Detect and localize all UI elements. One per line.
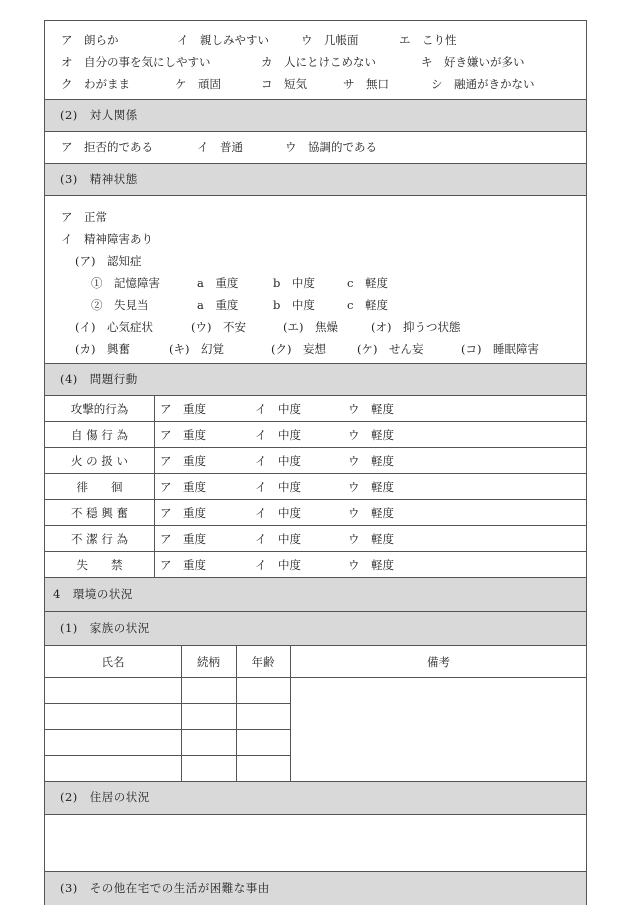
severity-mild[interactable]: ウ 軽度 (348, 505, 394, 520)
disorientation-severe[interactable]: a 重度 (197, 298, 239, 312)
option-mental-normal[interactable]: ア 正常 (61, 210, 107, 224)
option-cooperative[interactable]: ウ 協調的である (285, 140, 377, 154)
problem-row-fire (45, 447, 586, 473)
assessment-form (44, 20, 587, 905)
severity-severe[interactable]: ア 重度 (160, 427, 206, 442)
mental-section (45, 195, 586, 363)
family-heading: (1) 家族の状況 (45, 611, 586, 645)
family-name-cell[interactable] (45, 704, 181, 729)
severity-severe[interactable]: ア 重度 (160, 531, 206, 546)
option-self-conscious[interactable]: オ 自分の事を気にしやすい (61, 55, 211, 69)
problem-label: 攻撃的行為 (45, 396, 155, 421)
family-table (45, 645, 586, 781)
problem-row-restless (45, 499, 586, 525)
severity-moderate[interactable]: イ 中度 (255, 453, 301, 468)
option-anxiety[interactable]: (ウ) 不安 (191, 320, 246, 334)
severity-moderate[interactable]: イ 中度 (255, 505, 301, 520)
severity-moderate[interactable]: イ 中度 (255, 531, 301, 546)
disorientation-moderate[interactable]: b 中度 (273, 298, 315, 312)
column-relation: 続柄 (197, 654, 220, 669)
option-inflexible[interactable]: シ 融通がきかない (431, 77, 535, 91)
option-excitement[interactable]: (カ) 興奮 (75, 342, 130, 356)
option-picky[interactable]: キ 好き嫌いが多い (421, 55, 525, 69)
relations-heading: (2) 対人関係 (45, 99, 586, 131)
option-taciturn[interactable]: サ 無口 (343, 77, 389, 91)
disorientation-mild[interactable]: c 軽度 (347, 298, 388, 312)
option-hallucination[interactable]: (キ) 幻覚 (169, 342, 224, 356)
option-normal[interactable]: イ 普通 (197, 140, 243, 154)
severity-severe[interactable]: ア 重度 (160, 505, 206, 520)
column-remarks: 備考 (427, 654, 450, 669)
option-delusion[interactable]: (ク) 妄想 (271, 342, 326, 356)
option-obsessive[interactable]: エ こり性 (399, 33, 457, 47)
option-agitation[interactable]: (エ) 焦燥 (283, 320, 338, 334)
severity-severe[interactable]: ア 重度 (160, 557, 206, 572)
problem-label: 不 穏 興 奮 (45, 500, 155, 525)
problem-heading: (4) 問題行動 (45, 363, 586, 395)
column-age: 年齢 (251, 654, 275, 669)
disorientation-label: ② 失見当 (91, 298, 149, 312)
housing-field[interactable] (45, 814, 586, 871)
family-remarks-cell[interactable] (291, 678, 587, 782)
option-unsociable[interactable]: カ 人にとけこめない (261, 55, 376, 69)
severity-moderate[interactable]: イ 中度 (255, 557, 301, 572)
column-name: 氏名 (101, 654, 125, 669)
problem-row-unclean (45, 525, 586, 551)
severity-mild[interactable]: ウ 軽度 (348, 427, 394, 442)
problem-row-self-harm (45, 421, 586, 447)
severity-moderate[interactable]: イ 中度 (255, 427, 301, 442)
other-reasons-heading: (3) その他在宅での生活が困難な事由 (45, 871, 586, 905)
environment-heading: 4 環境の状況 (45, 577, 586, 611)
memory-moderate[interactable]: b 中度 (273, 276, 315, 290)
option-short-tempered[interactable]: コ 短気 (261, 77, 307, 91)
mental-heading: (3) 精神状態 (45, 163, 586, 195)
memory-mild[interactable]: c 軽度 (347, 276, 388, 290)
family-name-cell[interactable] (45, 678, 181, 703)
severity-mild[interactable]: ウ 軽度 (348, 531, 394, 546)
severity-moderate[interactable]: イ 中度 (255, 479, 301, 494)
memory-severe[interactable]: a 重度 (197, 276, 239, 290)
problem-label: 徘 徊 (45, 474, 155, 499)
problem-row-incontinence (45, 551, 586, 577)
option-rejecting[interactable]: ア 拒否的である (61, 140, 153, 154)
relations-options (45, 131, 586, 163)
severity-severe[interactable]: ア 重度 (160, 401, 206, 416)
problem-label: 不 潔 行 為 (45, 526, 155, 551)
housing-heading: (2) 住居の状況 (45, 781, 586, 814)
option-mental-disorder[interactable]: イ 精神障害あり (61, 232, 153, 246)
problem-label: 火 の 扱 い (45, 448, 155, 473)
memory-impairment-label: ① 記憶障害 (91, 276, 160, 290)
option-meticulous[interactable]: ウ 几帳面 (301, 33, 359, 47)
severity-moderate[interactable]: イ 中度 (255, 401, 301, 416)
problem-row-wandering (45, 473, 586, 499)
option-selfish[interactable]: ク わがまま (61, 77, 130, 91)
personality-section (45, 21, 586, 99)
problem-label: 失 禁 (45, 552, 155, 577)
severity-severe[interactable]: ア 重度 (160, 453, 206, 468)
problem-label: 自 傷 行 為 (45, 422, 155, 447)
severity-mild[interactable]: ウ 軽度 (348, 557, 394, 572)
severity-mild[interactable]: ウ 軽度 (348, 401, 394, 416)
severity-mild[interactable]: ウ 軽度 (348, 453, 394, 468)
problem-row-aggression (45, 395, 586, 421)
option-dementia[interactable]: (ア) 認知症 (75, 254, 142, 268)
option-hypochondria[interactable]: (イ) 心気症状 (75, 320, 153, 334)
option-stubborn[interactable]: ケ 頑固 (175, 77, 221, 91)
option-sleep-disorder[interactable]: (コ) 睡眠障害 (461, 342, 539, 356)
option-cheerful[interactable]: ア 朗らか (61, 33, 119, 47)
severity-severe[interactable]: ア 重度 (160, 479, 206, 494)
option-friendly[interactable]: イ 親しみやすい (177, 33, 269, 47)
option-depression[interactable]: (オ) 抑うつ状態 (371, 320, 461, 334)
family-name-cell[interactable] (45, 730, 181, 755)
severity-mild[interactable]: ウ 軽度 (348, 479, 394, 494)
option-delirium[interactable]: (ケ) せん妄 (357, 342, 424, 356)
family-name-cell[interactable] (45, 756, 181, 781)
